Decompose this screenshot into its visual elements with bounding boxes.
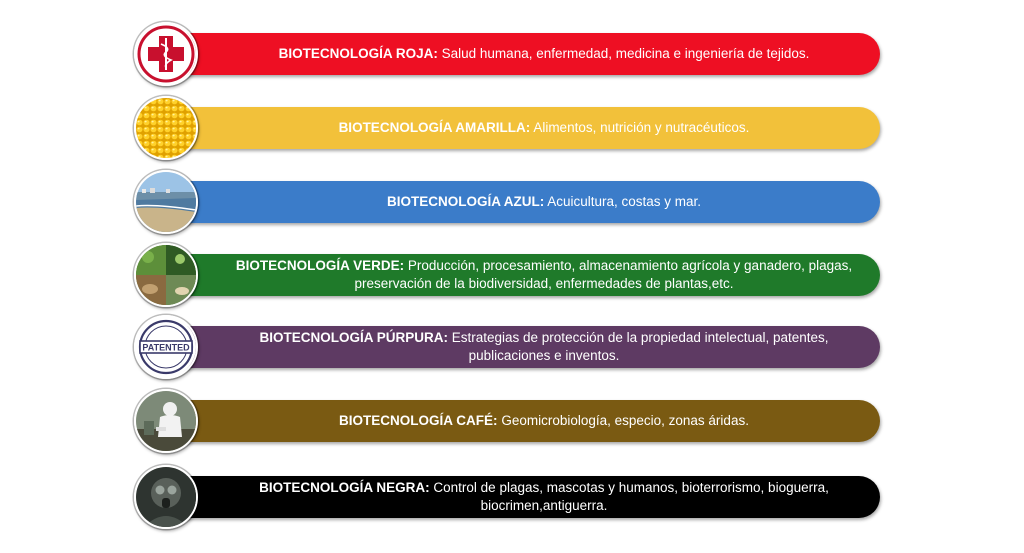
bar-purpura bbox=[164, 326, 880, 368]
row-negra bbox=[134, 465, 880, 529]
bar-desc: Estrategias de protección de la propiedad intelectual, patentes, publicaciones e inventos. bbox=[451, 330, 829, 363]
row-verde bbox=[134, 243, 880, 307]
bar-azul bbox=[164, 181, 880, 223]
bar-label: BIOTECNOLOGÍA NEGRA: bbox=[259, 480, 430, 495]
patented-stamp-icon bbox=[134, 315, 198, 379]
bar-label: BIOTECNOLOGÍA AZUL: bbox=[386, 194, 545, 209]
stamp-label: PATENTED bbox=[142, 342, 190, 353]
hazmat-researcher-icon bbox=[134, 389, 198, 453]
row-roja bbox=[134, 22, 880, 86]
medical-cross-icon bbox=[134, 22, 198, 86]
farm-icon bbox=[134, 243, 198, 307]
gas-mask-icon bbox=[134, 465, 198, 529]
row-cafe bbox=[134, 389, 880, 453]
row-azul bbox=[134, 170, 880, 234]
bar-label: BIOTECNOLOGÍA AMARILLA: bbox=[338, 120, 531, 135]
bar-label: BIOTECNOLOGÍA PÚRPURA: bbox=[259, 330, 448, 345]
bar-roja bbox=[164, 33, 880, 75]
bar-verde bbox=[164, 254, 880, 296]
bar-desc: Alimentos, nutrición y nutracéuticos. bbox=[533, 120, 750, 135]
bar-label: BIOTECNOLOGÍA CAFÉ: bbox=[339, 413, 498, 428]
bar-desc: Producción, procesamiento, almacenamiento agrícola y ganadero, plagas, preservación de la biodiversidad, enfermedades de plantas,etc. bbox=[354, 258, 853, 291]
bar-desc: Acuicultura, costas y mar. bbox=[547, 194, 702, 209]
bar-negra bbox=[164, 476, 880, 518]
bar-amarilla bbox=[164, 107, 880, 149]
bar-cafe bbox=[164, 400, 880, 442]
bar-desc: Geomicrobiología, especio, zonas áridas. bbox=[501, 413, 749, 428]
bar-label: BIOTECNOLOGÍA ROJA: bbox=[278, 46, 438, 61]
coast-icon bbox=[134, 170, 198, 234]
bar-desc: Control de plagas, mascotas y humanos, bioterrorismo, bioguerra, biocrimen,antiguerra. bbox=[433, 480, 829, 513]
bar-desc: Salud humana, enfermedad, medicina e ingeniería de tejidos. bbox=[441, 46, 810, 61]
row-purpura bbox=[134, 315, 880, 379]
bar-label: BIOTECNOLOGÍA VERDE: bbox=[235, 258, 405, 273]
row-amarilla bbox=[134, 96, 880, 160]
corn-icon bbox=[134, 96, 198, 160]
